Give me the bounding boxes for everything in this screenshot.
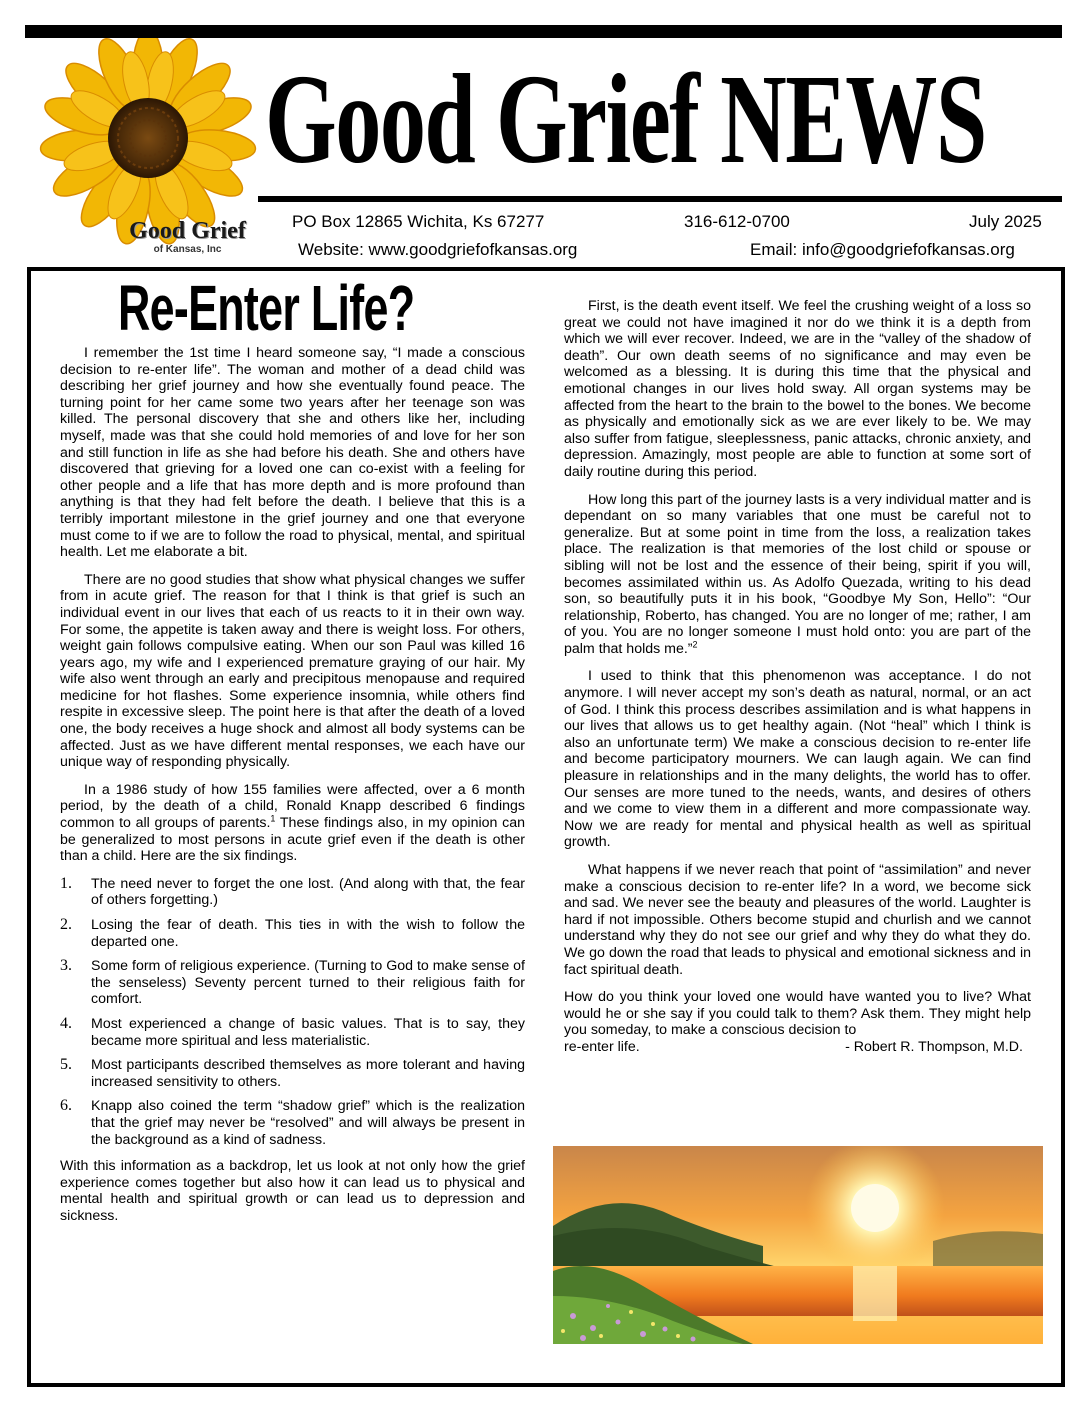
paragraph <box>564 492 1031 658</box>
website: Website: www.goodgriefofkansas.org <box>298 240 578 259</box>
paragraph: There are no good studies that show what physical changes we suffer from in acute grief. The reason for that I think is that grief is such an individual event in our lives that each of us reacts to it in their own way. For some, the appetite is taken away and there is weight loss. For others, weight gain follows compulsive eating. When our son Paul was killed 16 years ago, my wife and I experienced premature graying of our hair. My wife also went through an early and precipitous menopause and required medicine for hot flashes. Some experience insomnia, while others find respite in excessive sleep. The point here is that after the death of a loved one, the body receives a huge shock and almost all body systems can be affected. Just as we have different mental responses, we each have our unique way of responding physically. <box>60 571 525 771</box>
list-item <box>60 876 525 909</box>
paragraph: What happens if we never reach that point of “assimilation” and never make a conscious decision to re-enter life? In a word, we become sick and sad. We never see the beauty and pleasures of the world. Laughter is hard if not impossible. Others become stupid and churlish and we cannot understand why they do not see our grief and why they do what they do. We go down the road that leads to physical and emotional sickness and in fact spiritual death. <box>564 862 1031 978</box>
list-item <box>60 958 525 1008</box>
signature-line <box>564 1039 1031 1056</box>
list-text: Most participants described themselves as more tolerant and having increased sensitivity to others. <box>91 1057 525 1090</box>
list-number: 4. <box>60 1014 72 1032</box>
list-item <box>60 1098 525 1148</box>
sunset-landscape-image <box>553 1146 1043 1344</box>
paragraph: I remember the 1st time I heard someone say, “I made a conscious decision to re-enter life”. The woman and mother of a dead child was describing her grief journey and how she eventually found peace. The turning point for her came some two years after her teenage son was killed. The personal discovery that she and others like her, including myself, made was that she could hold memories of and love for her son and still function in life as she had before his death. She and others have discovered that grieving for a loved one can co-exist with a feeling for other people and a life that has more depth and is more profound than anything is that they had felt before the death. I believe that this is a terribly important milestone in the grief journey and one that everyone must come to if we are to follow the road to physical, mental, and spiritual health. Let me elaborate a bit. <box>60 345 525 561</box>
phone: 316-612-0700 <box>684 212 790 231</box>
list-text: Knapp also coined the term “shadow grief” which is the realization that the grief may never be “resolved” and will always be present in the background as a kind of sadness. <box>91 1098 525 1148</box>
closing-question: How do you think your loved one would have wanted you to live? What would he or she say if you could talk to them? Ask them. They might help you someday, to make a conscious decision to <box>564 989 1031 1039</box>
paragraph-text: How long this part of the journey lasts is a very individual matter and is dependant on so many variables that one must be careful not to generalize. But at some point in time from the loss, a realization takes place. The realization is that memories of the lost child or spouse or sibling will not be lost and the essence of their being, spirit if you will, becomes assimilated within us. As Adolfo Quezada, writing to his dead son, so beautifully puts it in his book, “Goodbye My Son, Hello”: “Our relationship, Roberto, has changed. You are no longer of me; rather, I am of you. You are no longer someone I must hold onto: you are part of the palm that holds me.” <box>564 491 1031 657</box>
logo-caption <box>105 218 270 256</box>
list-number: 6. <box>60 1097 72 1115</box>
article-column-right <box>564 298 1031 1056</box>
paragraph: I used to think that this phenomenon was acceptance. I do not anymore. I will never accept my son’s death as natural, normal, or an act of God. I think this process describes assimilation and is what happens in our lives that allows us to get healthy again. (Not “heal” which I think is also an unfortunate term) We make a conscious decision to re-enter life and become participatory mourners. We can laugh again. We can find pleasure in relationships and in the many delights, the world has to offer. Our senses are more tuned to the needs, wants, and desires of others and we come to view them in a different and more compassionate way. Now we are ready for mental and physical health as well as spiritual growth. <box>564 668 1031 851</box>
top-rule <box>25 25 1062 38</box>
paragraph <box>60 782 525 865</box>
logo-subtitle: of Kansas, Inc <box>153 244 222 255</box>
list-text: Losing the fear of death. This ties in with the wish to follow the departed one. <box>91 917 525 950</box>
article-headline: Re-Enter Life? <box>118 272 415 344</box>
list-number: 1. <box>60 874 72 892</box>
masthead-rule <box>258 196 1062 202</box>
footnote-ref: 2 <box>692 639 698 650</box>
article-column-left <box>60 345 525 1236</box>
paragraph-text: In a 1986 study of how 155 families were affected, over a 6 month period, by the death of a child, Ronald Knapp described 6 findings common to all groups of parents. <box>60 781 525 832</box>
list-text: The need never to forget the one lost. (And along with that, the fear of others forgetting.) <box>91 875 525 909</box>
masthead-title: Good Grief NEWS <box>265 48 986 190</box>
list-number: 2. <box>60 916 72 933</box>
list-text: Some form of religious experience. (Turning to God to make sense of the senseless) Seventy percent turned to their religious faith for comfort. <box>91 958 525 1008</box>
list-item <box>60 917 525 950</box>
issue-date: July 2025 <box>969 212 1042 231</box>
author-signature: - Robert R. Thompson, M.D. <box>845 1038 1023 1055</box>
paragraph-text: These findings also, in my opinion can be generalized to most persons in acute grief even if the death is other than a child. Here are the six findings. <box>60 815 525 865</box>
list-item <box>60 1016 525 1049</box>
paragraph: First, is the death event itself. We feel the crushing weight of a loss so great we could not have imagined it nor do we think it is a depth from which we will ever recover. Indeed, we are in the “valley of the shadow of death”. Our own death seems of no significance and may even be welcomed as a blessing. It is during this time that the physical and emotional changes in our lives hold sway. All organ systems may be affected from the heart to the brain to the bowel to the bones. We become as physically and emotionally sick as we are ever likely to be. We may also suffer from fatigue, sleeplessness, panic attacks, chronic anxiety, and depression. Amazingly, most people are able to function at some sort of daily routine during this period. <box>564 298 1031 480</box>
closing-end: re-enter life. <box>564 1038 640 1055</box>
list-item <box>60 1057 525 1090</box>
list-number: 5. <box>60 1056 72 1074</box>
email: Email: info@goodgriefofkansas.org <box>750 240 1015 259</box>
list-text: Most experienced a change of basic values. That is to say, they became more spiritual and less materialistic. <box>91 1015 525 1049</box>
footnote-ref: 1 <box>270 813 276 824</box>
closing-paragraph: With this information as a backdrop, let us look at not only how the grief experience comes together but also how it can lead us to physical and mental health and spiritual growth or can lead us to depression and sickness. <box>60 1158 525 1224</box>
logo-name: Good Grief <box>129 218 246 244</box>
list-number: 3. <box>60 957 72 975</box>
address: PO Box 12865 Wichita, Ks 67277 <box>292 212 545 231</box>
findings-list <box>60 876 525 1148</box>
